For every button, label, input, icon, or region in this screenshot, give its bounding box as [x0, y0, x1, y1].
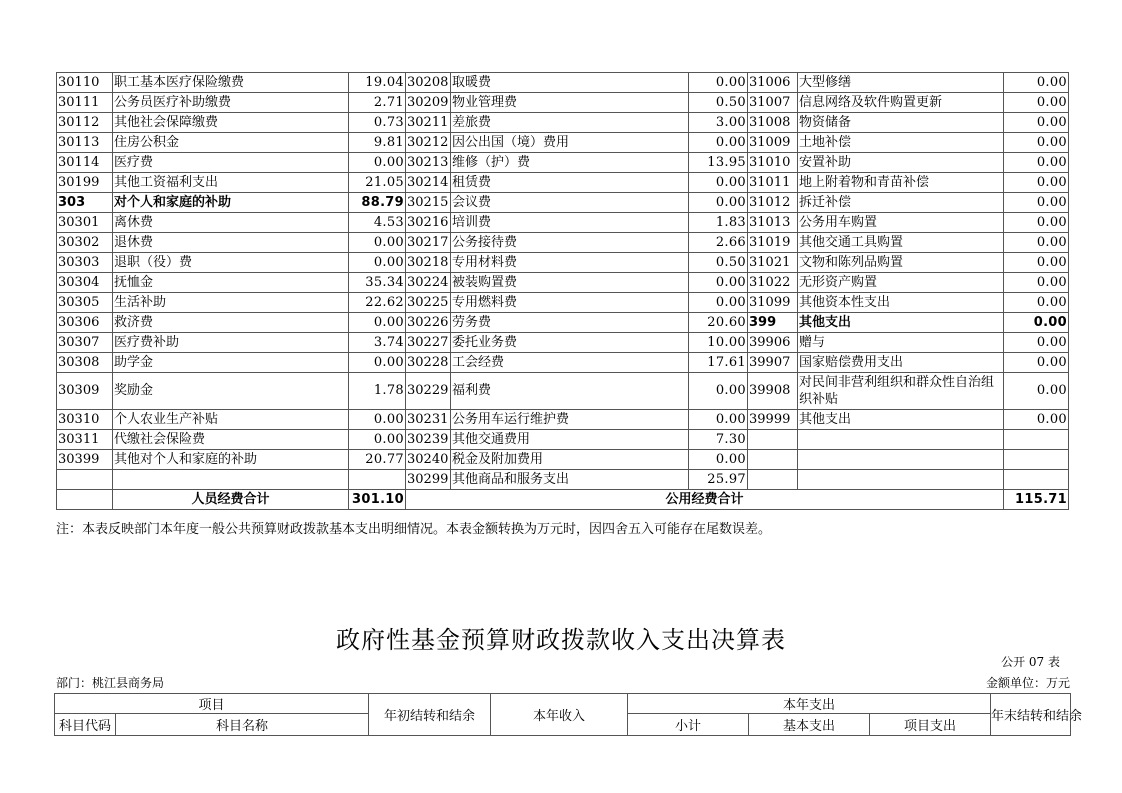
- subject-name-cell: 救济费: [113, 313, 349, 333]
- subject-name-cell: 对个人和家庭的补助: [113, 193, 349, 213]
- subject-code-cell: [57, 470, 113, 490]
- amount-cell: 17.61: [689, 353, 748, 373]
- amount-cell: 0.00: [1004, 213, 1069, 233]
- subject-name-cell: 物业管理费: [451, 93, 689, 113]
- amount-cell: 0.00: [1004, 410, 1069, 430]
- subject-code-cell: 39907: [748, 353, 798, 373]
- header-basic-expense: 基本支出: [749, 714, 870, 736]
- amount-cell: 0.00: [1004, 293, 1069, 313]
- table-row: [57, 470, 1069, 490]
- subject-code-cell: 31009: [748, 133, 798, 153]
- amount-cell: 10.00: [689, 333, 748, 353]
- subject-name-cell: 无形资产购置: [798, 273, 1004, 293]
- subject-name-cell: 公务员医疗补助缴费: [113, 93, 349, 113]
- subject-code-cell: 31011: [748, 173, 798, 193]
- amount-cell: 7.30: [689, 430, 748, 450]
- amount-cell: 1.78: [349, 373, 406, 410]
- amount-cell: 88.79: [349, 193, 406, 213]
- amount-cell: 0.73: [349, 113, 406, 133]
- subject-code-cell: 30309: [57, 373, 113, 410]
- subject-name-cell: 培训费: [451, 213, 689, 233]
- subject-name-cell: 离休费: [113, 213, 349, 233]
- personnel-total-value: 301.10: [349, 490, 406, 510]
- subject-name-cell: 地上附着物和青苗补偿: [798, 173, 1004, 193]
- subject-code-cell: 30110: [57, 73, 113, 93]
- amount-cell: 0.00: [1004, 273, 1069, 293]
- subject-code-cell: 30307: [57, 333, 113, 353]
- subject-name-cell: 其他支出: [798, 410, 1004, 430]
- table-row: [57, 430, 1069, 450]
- table-row: [57, 450, 1069, 470]
- subject-code-cell: 30299: [406, 470, 451, 490]
- subject-name-cell: 差旅费: [451, 113, 689, 133]
- subject-name-cell: 公务接待费: [451, 233, 689, 253]
- subject-code-cell: 303: [57, 193, 113, 213]
- table-row: [57, 253, 1069, 273]
- subject-name-cell: 生活补助: [113, 293, 349, 313]
- subject-name-cell: 国家赔偿费用支出: [798, 353, 1004, 373]
- subject-name-cell: 退休费: [113, 233, 349, 253]
- subject-name-cell: 物资储备: [798, 113, 1004, 133]
- subject-name-cell: 医疗费: [113, 153, 349, 173]
- subject-name-cell: [798, 450, 1004, 470]
- table-row: [57, 293, 1069, 313]
- amount-unit-label: 金额单位：万元: [985, 676, 1070, 690]
- amount-cell: 0.00: [349, 153, 406, 173]
- subject-code-cell: 30215: [406, 193, 451, 213]
- subject-code-cell: 31021: [748, 253, 798, 273]
- subject-code-cell: 30302: [57, 233, 113, 253]
- subject-name-cell: 其他支出: [798, 313, 1004, 333]
- subject-code-cell: 30213: [406, 153, 451, 173]
- amount-cell: 0.00: [689, 193, 748, 213]
- basic-expense-detail-table: [56, 72, 1069, 510]
- subject-code-cell: 30303: [57, 253, 113, 273]
- table-row: [57, 353, 1069, 373]
- table-row: [57, 133, 1069, 153]
- fund-header-row-1: [55, 694, 1071, 714]
- subject-name-cell: 对民间非营利组织和群众性自治组织补贴: [798, 373, 1004, 410]
- amount-cell: 0.00: [1004, 133, 1069, 153]
- subject-name-cell: 会议费: [451, 193, 689, 213]
- subject-code-cell: 31013: [748, 213, 798, 233]
- amount-cell: [1004, 450, 1069, 470]
- amount-cell: 0.00: [1004, 93, 1069, 113]
- subject-name-cell: [798, 430, 1004, 450]
- subject-code-cell: 31012: [748, 193, 798, 213]
- subject-name-cell: [113, 470, 349, 490]
- table-row: [57, 333, 1069, 353]
- table-row: [57, 233, 1069, 253]
- totals-blank-cell: [57, 490, 113, 510]
- amount-cell: 0.00: [1004, 193, 1069, 213]
- header-subtotal: 小计: [628, 714, 749, 736]
- subject-name-cell: 赠与: [798, 333, 1004, 353]
- totals-row: [57, 490, 1069, 510]
- subject-name-cell: 文物和陈列品购置: [798, 253, 1004, 273]
- subject-name-cell: 工会经费: [451, 353, 689, 373]
- subject-code-cell: 30208: [406, 73, 451, 93]
- subject-name-cell: 代缴社会保险费: [113, 430, 349, 450]
- public-total-label: 公用经费合计: [406, 490, 1004, 510]
- table-row: [57, 410, 1069, 430]
- subject-code-cell: 30305: [57, 293, 113, 313]
- amount-cell: 0.00: [349, 353, 406, 373]
- subject-name-cell: 其他对个人和家庭的补助: [113, 450, 349, 470]
- header-item: 项目: [55, 694, 369, 714]
- subject-code-cell: 30214: [406, 173, 451, 193]
- table-row: [57, 153, 1069, 173]
- amount-cell: 0.00: [1004, 233, 1069, 253]
- amount-cell: 0.00: [349, 253, 406, 273]
- subject-name-cell: 个人农业生产补贴: [113, 410, 349, 430]
- subject-name-cell: 租赁费: [451, 173, 689, 193]
- amount-cell: 0.00: [349, 313, 406, 333]
- subject-code-cell: 30211: [406, 113, 451, 133]
- amount-cell: 0.00: [689, 373, 748, 410]
- amount-cell: 20.60: [689, 313, 748, 333]
- subject-code-cell: 30209: [406, 93, 451, 113]
- subject-name-cell: [798, 470, 1004, 490]
- subject-name-cell: 专用材料费: [451, 253, 689, 273]
- amount-cell: 0.00: [689, 293, 748, 313]
- subject-code-cell: 31019: [748, 233, 798, 253]
- subject-code-cell: 30113: [57, 133, 113, 153]
- subject-name-cell: 奖励金: [113, 373, 349, 410]
- public-total-value: 115.71: [1004, 490, 1069, 510]
- amount-cell: 0.00: [689, 273, 748, 293]
- subject-code-cell: [748, 470, 798, 490]
- fund-table-title: 政府性基金预算财政拨款收入支出决算表: [336, 626, 786, 654]
- subject-code-cell: 30239: [406, 430, 451, 450]
- amount-cell: 0.00: [1004, 333, 1069, 353]
- amount-cell: 0.00: [1004, 153, 1069, 173]
- amount-cell: 0.00: [1004, 113, 1069, 133]
- subject-code-cell: 39908: [748, 373, 798, 410]
- department-label: 部门：桃江县商务局: [56, 676, 165, 690]
- amount-cell: 0.00: [1004, 73, 1069, 93]
- subject-code-cell: 30216: [406, 213, 451, 233]
- subject-name-cell: 安置补助: [798, 153, 1004, 173]
- header-expense: 本年支出: [628, 694, 991, 714]
- amount-cell: 0.00: [1004, 173, 1069, 193]
- amount-cell: 0.00: [689, 450, 748, 470]
- subject-code-cell: 39906: [748, 333, 798, 353]
- subject-name-cell: 公务用车运行维护费: [451, 410, 689, 430]
- amount-cell: 0.00: [1004, 313, 1069, 333]
- header-subject-code: 科目代码: [55, 714, 116, 736]
- table-note: 注：本表反映部门本年度一般公共预算财政拨款基本支出明细情况。本表金额转换为万元时，因四舍五入可能存在尾数误差。: [56, 522, 772, 537]
- government-fund-table: [54, 693, 1083, 736]
- subject-name-cell: 拆迁补偿: [798, 193, 1004, 213]
- subject-name-cell: 取暖费: [451, 73, 689, 93]
- subject-code-cell: 30240: [406, 450, 451, 470]
- subject-name-cell: 其他商品和服务支出: [451, 470, 689, 490]
- subject-name-cell: 土地补偿: [798, 133, 1004, 153]
- subject-name-cell: 专用燃料费: [451, 293, 689, 313]
- table-row: [57, 373, 1069, 410]
- subject-code-cell: 30304: [57, 273, 113, 293]
- amount-cell: 2.66: [689, 233, 748, 253]
- table-row: [57, 173, 1069, 193]
- subject-code-cell: 30225: [406, 293, 451, 313]
- subject-name-cell: 其他社会保障缴费: [113, 113, 349, 133]
- amount-cell: 25.97: [689, 470, 748, 490]
- amount-cell: 0.00: [1004, 353, 1069, 373]
- subject-code-cell: 30310: [57, 410, 113, 430]
- amount-cell: 4.53: [349, 213, 406, 233]
- subject-name-cell: 其他交通工具购置: [798, 233, 1004, 253]
- subject-code-cell: 30301: [57, 213, 113, 233]
- amount-cell: 2.71: [349, 93, 406, 113]
- amount-cell: 1.83: [689, 213, 748, 233]
- amount-cell: 3.00: [689, 113, 748, 133]
- subject-code-cell: 30311: [57, 430, 113, 450]
- personnel-total-label: 人员经费合计: [113, 490, 349, 510]
- amount-cell: 0.00: [689, 410, 748, 430]
- subject-name-cell: 大型修缮: [798, 73, 1004, 93]
- table-row: [57, 73, 1069, 93]
- subject-code-cell: 30231: [406, 410, 451, 430]
- subject-name-cell: 助学金: [113, 353, 349, 373]
- subject-name-cell: 职工基本医疗保险缴费: [113, 73, 349, 93]
- subject-code-cell: [748, 450, 798, 470]
- table-row: [57, 213, 1069, 233]
- subject-code-cell: [748, 430, 798, 450]
- subject-name-cell: 公务用车购置: [798, 213, 1004, 233]
- amount-cell: 0.00: [689, 73, 748, 93]
- subject-name-cell: 税金及附加费用: [451, 450, 689, 470]
- subject-name-cell: 医疗费补助: [113, 333, 349, 353]
- amount-cell: 0.50: [689, 93, 748, 113]
- subject-code-cell: 30227: [406, 333, 451, 353]
- subject-name-cell: 委托业务费: [451, 333, 689, 353]
- subject-code-cell: 30399: [57, 450, 113, 470]
- subject-name-cell: 劳务费: [451, 313, 689, 333]
- amount-cell: [1004, 470, 1069, 490]
- subject-code-cell: 31008: [748, 113, 798, 133]
- form-number: 公开 07 表: [1001, 655, 1060, 669]
- subject-code-cell: 30224: [406, 273, 451, 293]
- amount-cell: 35.34: [349, 273, 406, 293]
- subject-name-cell: 其他工资福利支出: [113, 173, 349, 193]
- amount-cell: 21.05: [349, 173, 406, 193]
- subject-name-cell: 因公出国（境）费用: [451, 133, 689, 153]
- amount-cell: 0.00: [349, 430, 406, 450]
- subject-code-cell: 31006: [748, 73, 798, 93]
- subject-code-cell: 31022: [748, 273, 798, 293]
- amount-cell: 20.77: [349, 450, 406, 470]
- subject-name-cell: 福利费: [451, 373, 689, 410]
- amount-cell: [349, 470, 406, 490]
- header-subject-name: 科目名称: [116, 714, 369, 736]
- amount-cell: 0.00: [349, 410, 406, 430]
- subject-name-cell: 维修（护）费: [451, 153, 689, 173]
- subject-code-cell: 30226: [406, 313, 451, 333]
- subject-name-cell: 其他交通费用: [451, 430, 689, 450]
- subject-code-cell: 39999: [748, 410, 798, 430]
- header-income: 本年收入: [491, 694, 628, 736]
- subject-name-cell: 退职（役）费: [113, 253, 349, 273]
- subject-code-cell: 30212: [406, 133, 451, 153]
- amount-cell: 19.04: [349, 73, 406, 93]
- amount-cell: 0.00: [349, 233, 406, 253]
- subject-code-cell: 30228: [406, 353, 451, 373]
- header-project-expense: 项目支出: [870, 714, 991, 736]
- detail-table-body: [57, 73, 1069, 490]
- subject-code-cell: 30217: [406, 233, 451, 253]
- table-row: [57, 113, 1069, 133]
- subject-code-cell: 31010: [748, 153, 798, 173]
- amount-cell: 3.74: [349, 333, 406, 353]
- amount-cell: 0.00: [1004, 253, 1069, 273]
- subject-name-cell: 信息网络及软件购置更新: [798, 93, 1004, 113]
- subject-code-cell: 31007: [748, 93, 798, 113]
- subject-code-cell: 399: [748, 313, 798, 333]
- subject-name-cell: 其他资本性支出: [798, 293, 1004, 313]
- table-row: [57, 193, 1069, 213]
- subject-code-cell: 30218: [406, 253, 451, 273]
- subject-code-cell: 30229: [406, 373, 451, 410]
- header-closing-balance: 年末结转和结余: [991, 694, 1071, 736]
- subject-code-cell: 30308: [57, 353, 113, 373]
- subject-code-cell: 30112: [57, 113, 113, 133]
- header-opening-balance: 年初结转和结余: [369, 694, 491, 736]
- amount-cell: 0.50: [689, 253, 748, 273]
- amount-cell: 22.62: [349, 293, 406, 313]
- table-row: [57, 313, 1069, 333]
- amount-cell: 0.00: [689, 133, 748, 153]
- subject-name-cell: 抚恤金: [113, 273, 349, 293]
- amount-cell: 13.95: [689, 153, 748, 173]
- amount-cell: 0.00: [689, 173, 748, 193]
- amount-cell: 9.81: [349, 133, 406, 153]
- subject-name-cell: 被装购置费: [451, 273, 689, 293]
- table-row: [57, 273, 1069, 293]
- subject-code-cell: 31099: [748, 293, 798, 313]
- amount-cell: 0.00: [1004, 373, 1069, 410]
- subject-code-cell: 30114: [57, 153, 113, 173]
- subject-code-cell: 30199: [57, 173, 113, 193]
- subject-code-cell: 30306: [57, 313, 113, 333]
- table-row: [57, 93, 1069, 113]
- subject-name-cell: 住房公积金: [113, 133, 349, 153]
- amount-cell: [1004, 430, 1069, 450]
- subject-code-cell: 30111: [57, 93, 113, 113]
